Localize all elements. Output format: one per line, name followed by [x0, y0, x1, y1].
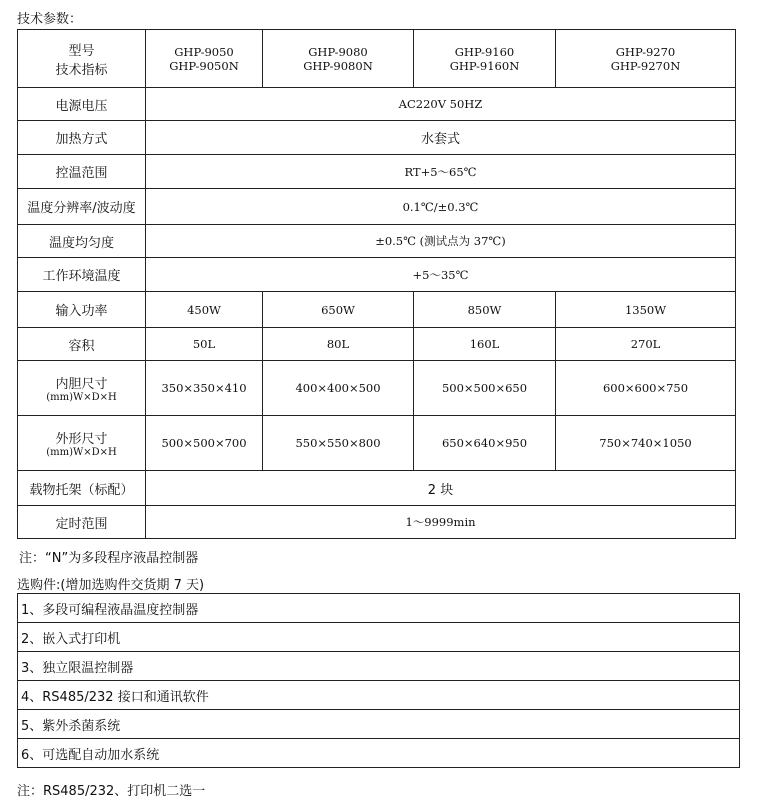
- row-label: 载物托架（标配）: [18, 471, 146, 506]
- model-note: 注：“N”为多段程序液晶控制器: [19, 551, 199, 566]
- row-value: 80L: [263, 328, 414, 361]
- spec-table: [17, 29, 736, 539]
- table-row-tray: [18, 471, 736, 506]
- row-value: 850W: [414, 292, 556, 328]
- row-label: 容积: [18, 328, 146, 361]
- table-row-outer-size: [18, 416, 736, 471]
- row-label: 内胆尺寸: [55, 377, 108, 392]
- list-item: [18, 652, 740, 681]
- row-value: 1350W: [556, 292, 736, 328]
- list-item: [18, 710, 740, 739]
- table-row-volume: [18, 328, 736, 361]
- row-value: 0.1℃/±0.3℃: [146, 189, 736, 225]
- model-variant: GHP-9160N: [449, 58, 520, 73]
- row-value: 600×600×750: [556, 361, 736, 416]
- model-name: GHP-9050: [174, 44, 234, 59]
- model-name: GHP-9080: [308, 44, 368, 59]
- table-row-input-power: [18, 292, 736, 328]
- table-row-resolution: [18, 189, 736, 225]
- table-row-temp-range: [18, 155, 736, 189]
- row-value: RT+5～65℃: [146, 155, 736, 189]
- row-value: ±0.5℃ (测试点为 37℃): [146, 225, 736, 258]
- row-label: 工作环境温度: [18, 258, 146, 292]
- model-cell: [556, 30, 736, 88]
- model-name: GHP-9270: [615, 44, 676, 59]
- row-value: 400×400×500: [263, 361, 414, 416]
- option-item: 5、紫外杀菌系统: [18, 710, 740, 739]
- page-title: 技术参数：: [17, 12, 83, 27]
- list-item: [18, 594, 740, 623]
- option-item: 6、可选配自动加水系统: [18, 739, 740, 768]
- row-label: 加热方式: [18, 121, 146, 155]
- table-row-heating: [18, 121, 736, 155]
- row-value: 水套式: [146, 121, 736, 155]
- option-item: 4、RS485/232 接口和通讯软件: [18, 681, 740, 710]
- model-cell: [263, 30, 414, 88]
- table-row-model: [18, 30, 736, 88]
- row-label-cell: [18, 361, 146, 416]
- list-item: [18, 739, 740, 768]
- model-cell: [414, 30, 556, 88]
- table-row-power-supply: [18, 88, 736, 121]
- row-value: 650W: [263, 292, 414, 328]
- row-label: 电源电压: [18, 88, 146, 121]
- row-label: 控温范围: [18, 155, 146, 189]
- row-value: 50L: [146, 328, 263, 361]
- row-unit: (mm)W×D×H: [46, 447, 117, 458]
- row-value: 750×740×1050: [556, 416, 736, 471]
- row-label: 输入功率: [18, 292, 146, 328]
- row-value: 450W: [146, 292, 263, 328]
- table-row-uniformity: [18, 225, 736, 258]
- row-value: 270L: [556, 328, 736, 361]
- spec-label: 技术指标: [55, 62, 108, 78]
- row-label: 外形尺寸: [55, 432, 108, 447]
- row-value: 2 块: [146, 471, 736, 506]
- row-unit: (mm)W×D×H: [46, 392, 117, 403]
- model-label: 型号: [68, 43, 95, 59]
- list-item: [18, 623, 740, 652]
- model-variant: GHP-9270N: [610, 58, 681, 73]
- row-label: 温度分辨率/波动度: [18, 189, 146, 225]
- model-header-cell: [18, 30, 146, 88]
- row-value: 160L: [414, 328, 556, 361]
- model-variant: GHP-9080N: [303, 58, 373, 73]
- row-value: 1～9999min: [146, 506, 736, 539]
- model-cell: [146, 30, 263, 88]
- row-value: 650×640×950: [414, 416, 556, 471]
- row-value: 550×550×800: [263, 416, 414, 471]
- table-row-inner-size: [18, 361, 736, 416]
- model-name: GHP-9160: [454, 44, 515, 59]
- row-value: AC220V 50HZ: [146, 88, 736, 121]
- model-variant: GHP-9050N: [169, 58, 239, 73]
- row-label: 定时范围: [18, 506, 146, 539]
- options-note: 注：RS485/232、打印机二选一: [17, 784, 206, 799]
- options-table: [17, 593, 740, 768]
- table-row-timer: [18, 506, 736, 539]
- row-value: +5～35℃: [146, 258, 736, 292]
- row-label: 温度均匀度: [18, 225, 146, 258]
- list-item: [18, 681, 740, 710]
- row-value: 500×500×650: [414, 361, 556, 416]
- option-item: 1、多段可编程液晶温度控制器: [18, 594, 740, 623]
- option-item: 3、独立限温控制器: [18, 652, 740, 681]
- option-item: 2、嵌入式打印机: [18, 623, 740, 652]
- row-value: 350×350×410: [146, 361, 263, 416]
- options-title: 选购件:(增加选购件交货期 7 天): [17, 578, 205, 593]
- row-value: 500×500×700: [146, 416, 263, 471]
- table-row-ambient: [18, 258, 736, 292]
- row-label-cell: [18, 416, 146, 471]
